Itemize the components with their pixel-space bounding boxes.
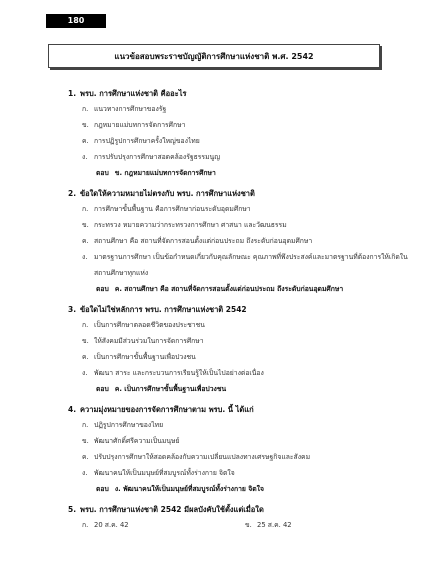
- choice-letter: ง.: [82, 469, 88, 477]
- choice-letter: ก.: [82, 421, 89, 429]
- choice-letter: ข.: [245, 521, 252, 529]
- answer-line: [68, 381, 408, 397]
- question-list: [68, 86, 408, 538]
- choice-text: พัฒนาคนให้เป็นมนุษย์ที่สมบูรณ์ทั้งร่างกาย จิตใจ: [94, 469, 235, 477]
- choice: [68, 117, 408, 133]
- answer-text: ง. พัฒนาคนให้เป็นมนุษย์ที่สมบูรณ์ทั้งร่างกาย จิตใจ: [114, 485, 264, 493]
- choice-text: การปรับปรุงการศึกษาสอดคล้องรัฐธรรมนูญ: [94, 153, 220, 161]
- choice-text: การปฏิรูปการศึกษาครั้งใหญ่ของไทย: [94, 137, 200, 145]
- choice-letter: ง.: [82, 369, 88, 377]
- choice: [68, 417, 408, 433]
- question-number: 4.: [68, 405, 77, 414]
- choice-letter: ข.: [82, 121, 89, 129]
- answer-text: ค. เป็นการศึกษาขั้นพื้นฐานเพื่อปวงชน: [114, 385, 227, 393]
- choice-letter: ก.: [82, 105, 89, 113]
- question-number: 3.: [68, 305, 77, 314]
- question-number: 1.: [68, 89, 77, 98]
- page-number-badge: 180: [46, 14, 106, 28]
- choice-letter: ข.: [82, 437, 89, 445]
- choice: [82, 517, 245, 533]
- choice-letter: ค.: [82, 353, 89, 361]
- choice-text: ปฏิรูปการศึกษาของไทย: [94, 421, 164, 429]
- answer-text: ข. กฎหมายแม่บทการจัดการศึกษา: [114, 169, 216, 177]
- title-box: [48, 44, 380, 68]
- choice-text: 20 ส.ค. 42: [94, 521, 129, 529]
- choice-text: พัฒนา สาระ และกระบวนการเรียนรู้ให้เป็นไปอย่างต่อเนื่อง: [94, 369, 264, 377]
- question-heading: [68, 502, 408, 517]
- choice: [68, 249, 408, 281]
- answer-label: ตอบ: [96, 285, 109, 293]
- question-2: [68, 186, 408, 297]
- choice: [68, 101, 408, 117]
- choice-letter: ข.: [82, 337, 89, 345]
- choice-text: พัฒนาศักดิ์ศรีความเป็นมนุษย์: [94, 437, 180, 445]
- question-heading: [68, 402, 408, 417]
- choice-letter: ข.: [82, 221, 89, 229]
- choice: [245, 517, 408, 533]
- answer-line: [68, 481, 408, 497]
- choice-letter: ก.: [82, 205, 89, 213]
- choice: [68, 449, 408, 465]
- question-text: ความมุ่งหมายของการจัดการศึกษาตาม พรบ. นี้ ได้แก่: [80, 405, 254, 414]
- choice: [68, 349, 408, 365]
- choice-text: ให้สังคมมีส่วนร่วมในการจัดการศึกษา: [94, 337, 204, 345]
- question-text: พรบ. การศึกษาแห่งชาติ 2542 มีผลบังคับใช้ตั้งแต่เมื่อใด: [80, 505, 264, 514]
- choice: [68, 217, 408, 233]
- choice: [68, 233, 408, 249]
- choice: [68, 133, 408, 149]
- choice-letter: ง.: [82, 153, 88, 161]
- choice-text: สถานศึกษา คือ สถานที่จัดการสอนตั้งแต่ก่อนประถม ถึงระดับก่อนอุดมศึกษา: [94, 237, 313, 245]
- choice-letter: ง.: [82, 253, 88, 261]
- choice: [68, 433, 408, 449]
- choice-letter: ค.: [82, 137, 89, 145]
- choice-text: 25 ส.ค. 42: [257, 521, 292, 529]
- answer-label: ตอบ: [96, 385, 109, 393]
- choice-letter: ค.: [82, 237, 89, 245]
- question-text: ข้อใดให้ความหมายไม่ตรงกับ พรบ. การศึกษาแห่งชาติ: [80, 189, 255, 198]
- choice-text: ปรับปรุงการศึกษาให้สอดคล้องกับความเปลี่ยนแปลงทางเศรษฐกิจและสังคม: [94, 453, 311, 461]
- choice-text: เป็นการศึกษาตลอดชีวิตของประชาชน: [94, 321, 205, 329]
- question-4: [68, 402, 408, 497]
- choice: [68, 365, 408, 381]
- answer-label: ตอบ: [96, 169, 109, 177]
- answer-line: [68, 281, 408, 297]
- choice-text: การศึกษาขั้นพื้นฐาน คือการศึกษาก่อนระดับอุดมศึกษา: [94, 205, 251, 213]
- choice: [68, 317, 408, 333]
- question-3: [68, 302, 408, 397]
- choice-text: เป็นการศึกษาขั้นพื้นฐานเพื่อปวงชน: [94, 353, 196, 361]
- choice-text: แนวทางการศึกษาของรัฐ: [94, 105, 167, 113]
- question-1: [68, 86, 408, 181]
- question-text: พรบ. การศึกษาแห่งชาติ คืออะไร: [80, 89, 187, 98]
- choice: [68, 465, 408, 481]
- choice-text: มาตรฐานการศึกษา เป็นข้อกำหนดเกี่ยวกับคุณลักษณะ คุณภาพที่พึงประสงค์และมาตรฐานที่ต้องการให้เกิดในสถานศึกษาทุกแห่ง: [94, 253, 408, 277]
- question-number: 5.: [68, 505, 77, 514]
- answer-text: ค. สถานศึกษา คือ สถานที่จัดการสอนตั้งแต่ก่อนประถม ถึงระดับก่อนอุดมศึกษา: [114, 285, 344, 293]
- question-heading: [68, 86, 408, 101]
- question-text: ข้อใดไม่ใช่หลักการ พรบ. การศึกษาแห่งชาติ 2542: [80, 305, 247, 314]
- choice-letter: ก.: [82, 521, 89, 529]
- page-title: แนวข้อสอบพระราชบัญญัติการศึกษาแห่งชาติ พ.ศ. 2542: [114, 51, 314, 61]
- choice: [68, 201, 408, 217]
- choice: [68, 333, 408, 349]
- choice-text: กระทรวง หมายความว่ากระทรวงการศึกษา ศาสนา และวัฒนธรรม: [94, 221, 287, 229]
- answer-label: ตอบ: [96, 485, 109, 493]
- question-heading: [68, 186, 408, 201]
- choice-letter: ก.: [82, 321, 89, 329]
- answer-line: [68, 165, 408, 181]
- question-number: 2.: [68, 189, 77, 198]
- choice-letter: ค.: [82, 453, 89, 461]
- question-heading: [68, 302, 408, 317]
- choice-row: [68, 517, 408, 533]
- question-5: [68, 502, 408, 533]
- choice: [68, 149, 408, 165]
- choice-text: กฎหมายแม่บทการจัดการศึกษา: [94, 121, 186, 129]
